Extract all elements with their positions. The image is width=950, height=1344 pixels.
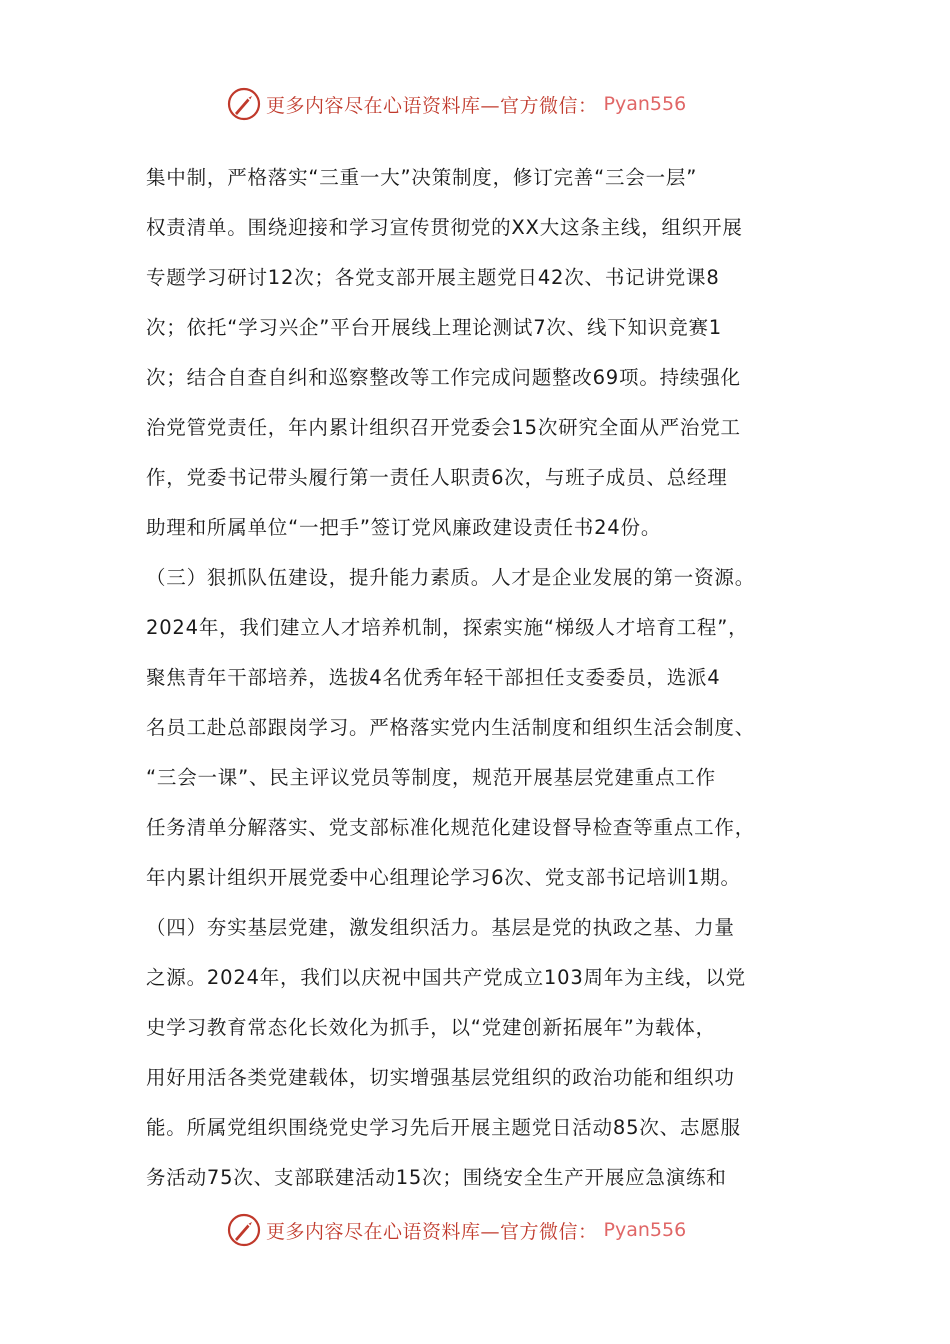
fountain-pen-logo-icon <box>226 1212 262 1248</box>
header-watermark <box>226 86 686 122</box>
body-line: 集中制，严格落实“三重一大”决策制度，修订完善“三会一层” <box>146 166 698 189</box>
body-line: 治党管党责任，年内累计组织召开党委会15次研究全面从严治党工 <box>146 416 741 439</box>
footer-watermark <box>226 1212 686 1248</box>
fountain-pen-logo-icon <box>226 86 262 122</box>
body-line: 之源。2024年，我们以庆祝中国共产党成立103周年为主线，以党 <box>146 966 746 989</box>
watermark-wechat-id: Pyan556 <box>603 1219 687 1241</box>
body-line: 专题学习研讨12次；各党支部开展主题党日42次、书记讲党课8 <box>146 266 720 289</box>
body-line: 2024年，我们建立人才培养机制，探索实施“梯级人才培育工程”， <box>146 616 749 639</box>
body-line: 权责清单。围绕迎接和学习宣传贯彻党的XX大这条主线，组织开展 <box>146 216 743 239</box>
body-line: 务活动75次、支部联建活动15次；围绕安全生产开展应急演练和 <box>146 1166 727 1189</box>
section-heading-line: （四）夯实基层党建，激发组织活力。基层是党的执政之基、力量 <box>146 916 735 939</box>
body-line: 次；依托“学习兴企”平台开展线上理论测试7次、线下知识竞赛1 <box>146 316 723 339</box>
watermark-wechat-id: Pyan556 <box>603 93 687 115</box>
document-body <box>146 153 826 1203</box>
body-line: 年内累计组织开展党委中心组理论学习6次、党支部书记培训1期。 <box>146 866 741 889</box>
watermark-text: 更多内容尽在心语资料库—官方微信： <box>266 1220 598 1243</box>
body-line: 作，党委书记带头履行第一责任人职责6次，与班子成员、总经理 <box>146 466 728 489</box>
body-line: “三会一课”、民主评议党员等制度，规范开展基层党建重点工作 <box>146 766 716 789</box>
body-line: 次；结合自查自纠和巡察整改等工作完成问题整改69项。持续强化 <box>146 366 741 389</box>
body-line: 聚焦青年干部培养，选拔4名优秀年轻干部担任支委委员，选派4 <box>146 666 721 689</box>
section-heading-line: （三）狠抓队伍建设，提升能力素质。人才是企业发展的第一资源。 <box>146 566 756 589</box>
body-line: 能。所属党组织围绕党史学习先后开展主题党日活动85次、志愿服 <box>146 1116 741 1139</box>
body-line: 用好用活各类党建载体，切实增强基层党组织的政治功能和组织功 <box>146 1066 735 1089</box>
body-line: 名员工赴总部跟岗学习。严格落实党内生活制度和组织生活会制度、 <box>146 716 756 739</box>
body-line: 助理和所属单位“一把手”签订党风廉政建设责任书24份。 <box>146 516 662 539</box>
body-line: 史学习教育常态化长效化为抓手，以“党建创新拓展年”为载体， <box>146 1016 716 1039</box>
watermark-text: 更多内容尽在心语资料库—官方微信： <box>266 94 598 117</box>
body-line: 任务清单分解落实、党支部标准化规范化建设督导检查等重点工作， <box>146 816 756 839</box>
